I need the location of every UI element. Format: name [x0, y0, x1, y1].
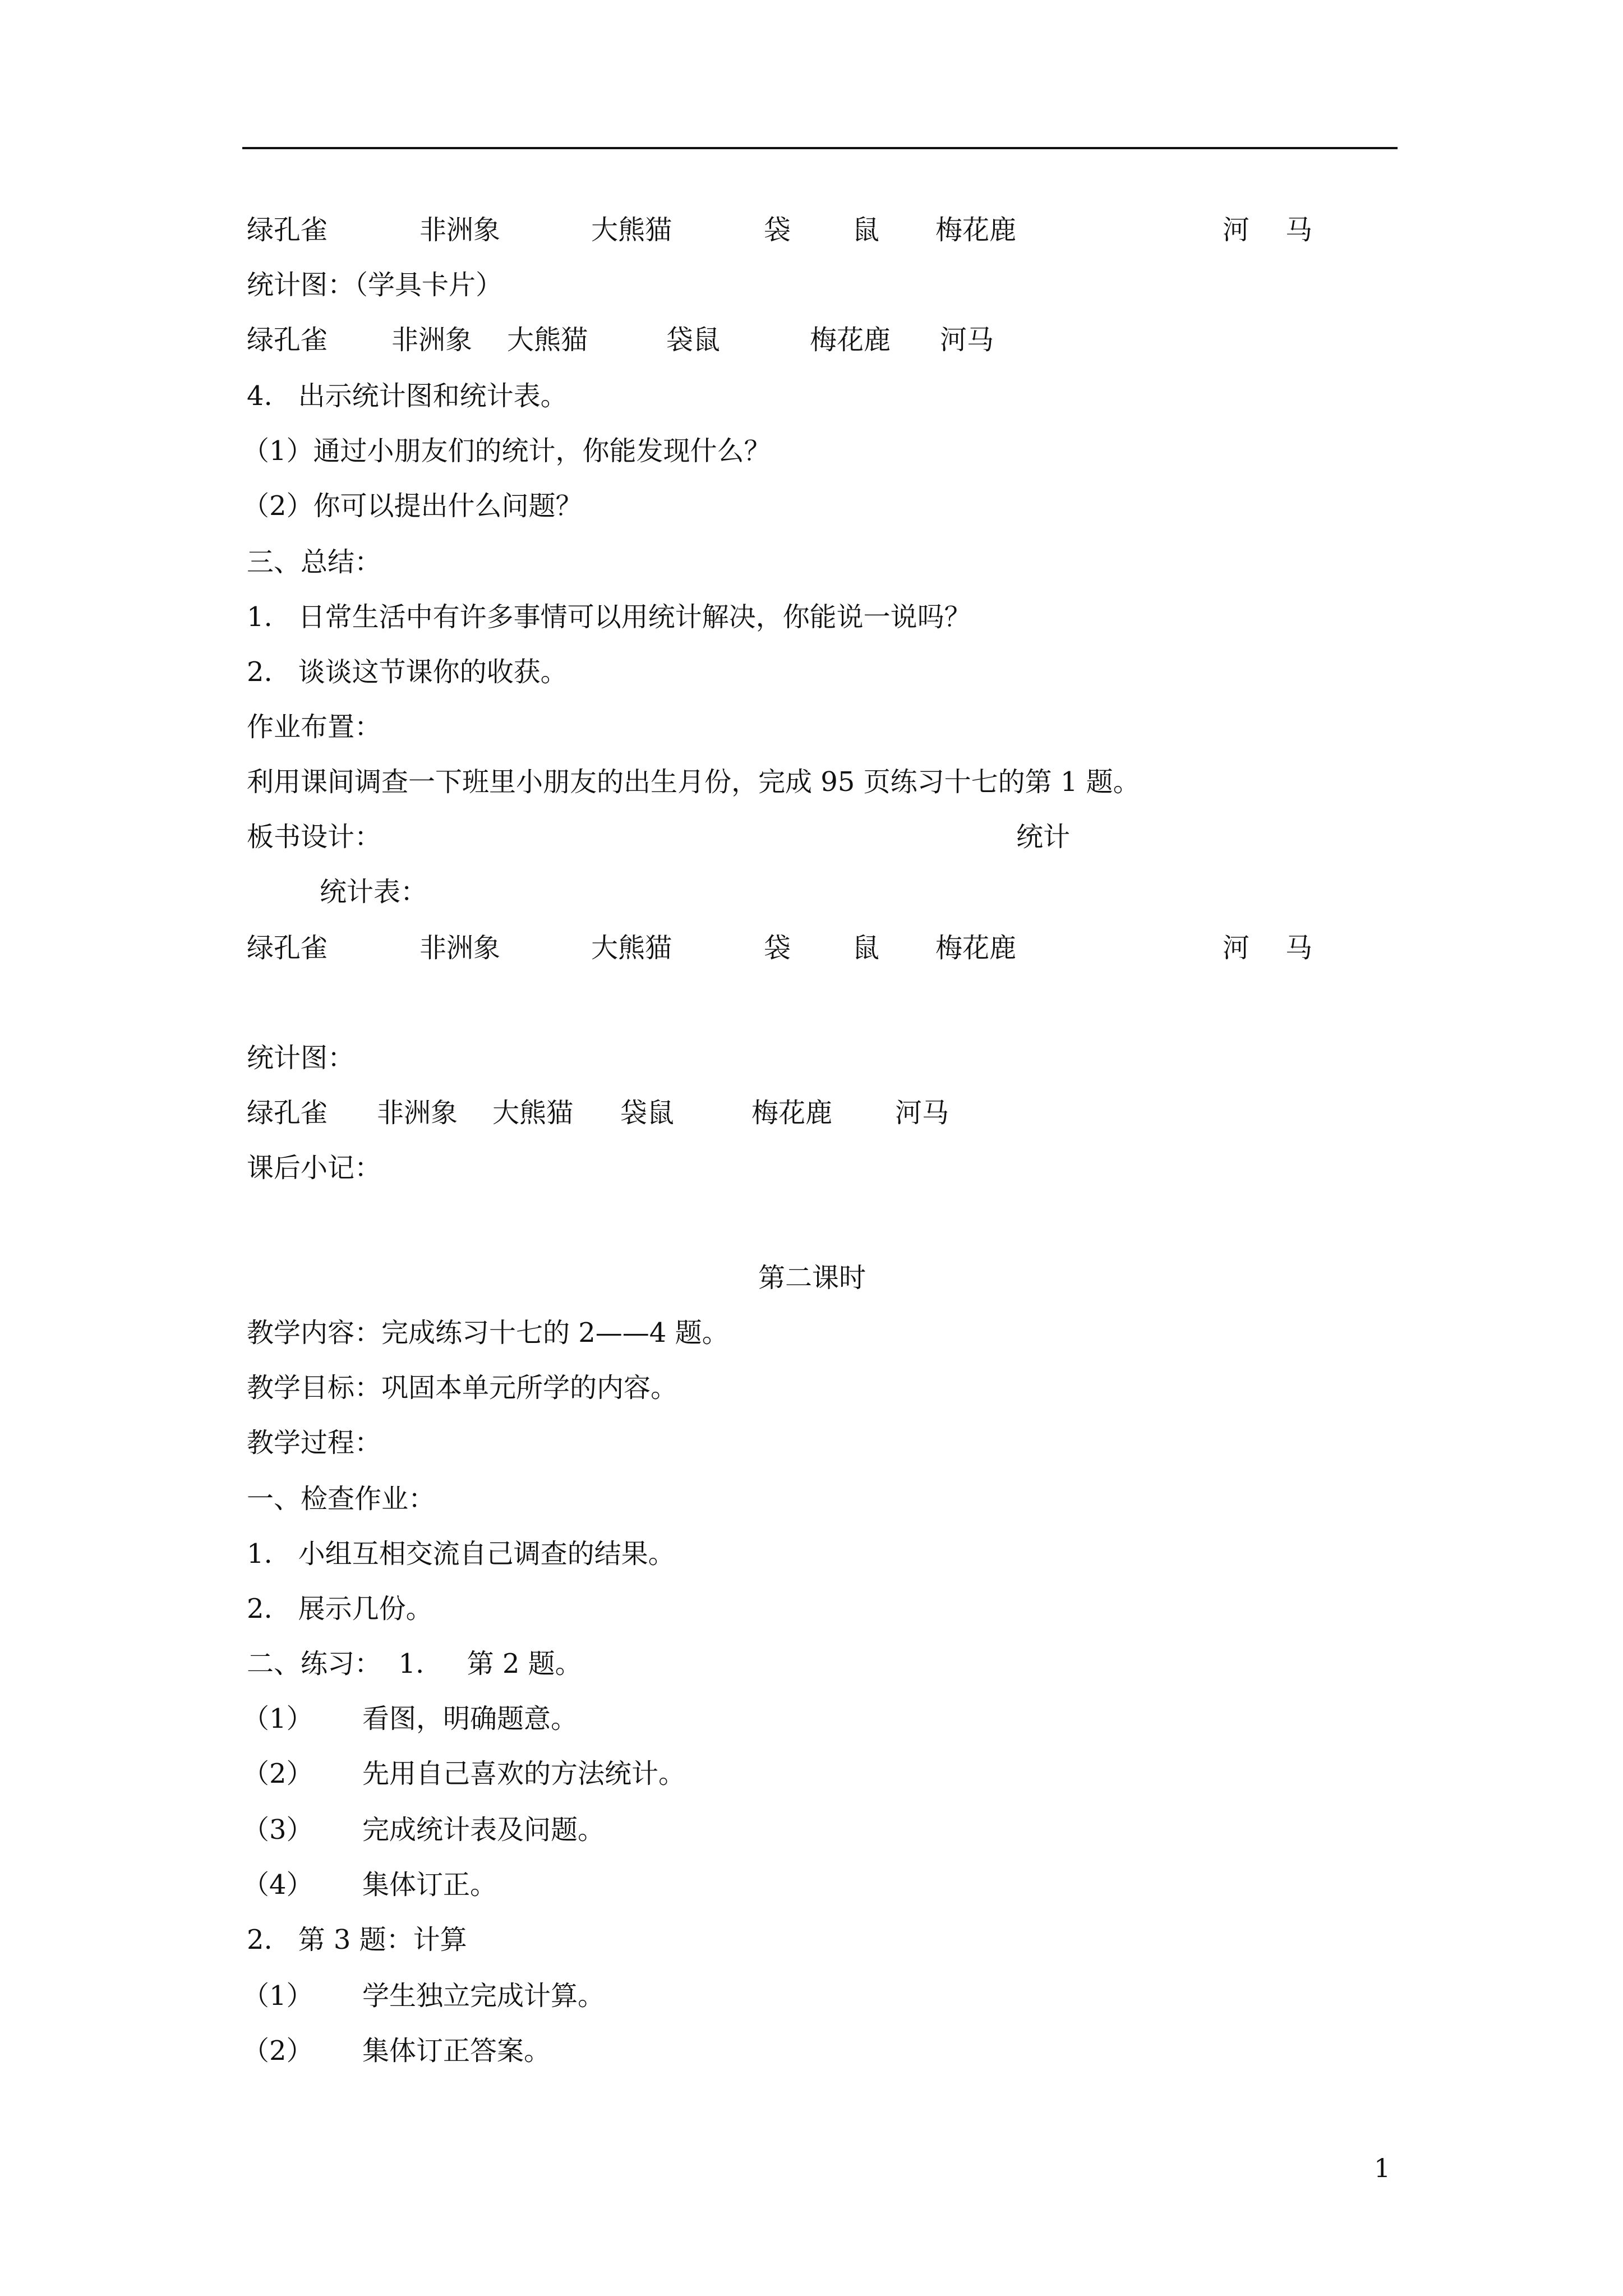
cell-kangaroo-1: 袋: [764, 214, 791, 246]
header-rule: [242, 147, 1398, 149]
step-number: （1）: [242, 1703, 313, 1734]
cell-kangaroo-1: 袋: [764, 932, 791, 964]
cell-sika-deer: 梅花鹿: [935, 932, 1017, 964]
step-text: 看图，明确题意。: [362, 1703, 578, 1734]
chart-label: 统计图：: [247, 1042, 355, 1074]
step-number: （2）: [242, 1758, 313, 1789]
cell-hippo: 河马: [895, 1097, 949, 1129]
step-text: 集体订正答案。: [362, 2035, 551, 2067]
cell-giant-panda: 大熊猫: [591, 214, 672, 246]
cell-kangaroo-2: 鼠: [852, 932, 880, 964]
summary-item1: 1. 日常生活中有许多事情可以用统计解决，你能说一说吗？: [247, 601, 971, 633]
cell-sika-deer: 梅花鹿: [751, 1097, 833, 1129]
cell-giant-panda: 大熊猫: [492, 1097, 574, 1129]
cell-sika-deer: 梅花鹿: [810, 324, 891, 356]
cell-kangaroo: 袋鼠: [666, 324, 721, 356]
page-number: 1: [1374, 2153, 1391, 2183]
cell-kangaroo: 袋鼠: [620, 1097, 675, 1129]
chart-label-cards: 统计图：（学具卡片）: [247, 269, 503, 301]
board-title: 统计: [1016, 821, 1071, 853]
lesson2-goal: 教学目标：巩固本单元所学的内容。: [247, 1372, 678, 1404]
cell-green-peacock: 绿孔雀: [247, 214, 328, 246]
step-number: （4）: [242, 1869, 313, 1901]
summary-item2: 2. 谈谈这节课你的收获。: [247, 656, 568, 688]
lesson2-process: 教学过程：: [247, 1427, 382, 1458]
cell-african-elephant: 非洲象: [377, 1097, 458, 1129]
cell-african-elephant: 非洲象: [419, 214, 501, 246]
cell-green-peacock: 绿孔雀: [247, 932, 328, 964]
step4-q2: （2）你可以提出什么问题？: [242, 490, 583, 522]
step-text: 学生独立完成计算。: [362, 1980, 605, 2012]
homework-text: 利用课间调查一下班里小朋友的出生月份，完成 95 页练习十七的第 1 题。: [247, 766, 1140, 798]
cell-african-elephant: 非洲象: [419, 932, 501, 964]
step-text: 先用自己喜欢的方法统计。: [362, 1758, 686, 1789]
step-number: （3）: [242, 1814, 313, 1846]
homework-heading: 作业布置：: [247, 711, 382, 743]
cell-giant-panda: 大熊猫: [507, 324, 588, 356]
check-item2: 2. 展示几份。: [247, 1593, 433, 1625]
notes-label: 课后小记：: [247, 1152, 382, 1184]
step-number: （1）: [242, 1980, 313, 2012]
cell-green-peacock: 绿孔雀: [247, 324, 328, 356]
cell-african-elephant: 非洲象: [391, 324, 473, 356]
step4-title: 4. 出示统计图和统计表。: [247, 380, 568, 412]
step4-q1: （1）通过小朋友们的统计，你能发现什么？: [242, 435, 771, 467]
board-design-label: 板书设计：: [247, 821, 382, 853]
lesson2-title: 第二课时: [758, 1262, 866, 1294]
practice2-heading: 2. 第 3 题：计算: [247, 1924, 467, 1955]
table-label: 统计表：: [320, 876, 428, 908]
cell-hippo: 河马: [940, 324, 994, 356]
cell-hippo-2: 马: [1285, 214, 1313, 246]
summary-heading: 三、总结：: [247, 546, 382, 578]
check-item1: 1. 小组互相交流自己调查的结果。: [247, 1538, 675, 1570]
practice-heading: 二、练习： 1. 第 2 题。: [247, 1648, 582, 1680]
cell-hippo-1: 河: [1223, 214, 1250, 246]
cell-hippo-1: 河: [1223, 932, 1250, 964]
cell-kangaroo-2: 鼠: [852, 214, 880, 246]
step-number: （2）: [242, 2035, 313, 2067]
cell-green-peacock: 绿孔雀: [247, 1097, 328, 1129]
cell-hippo-2: 马: [1285, 932, 1313, 964]
step-text: 完成统计表及问题。: [362, 1814, 605, 1846]
cell-sika-deer: 梅花鹿: [935, 214, 1017, 246]
lesson2-content: 教学内容：完成练习十七的 2——4 题。: [247, 1317, 729, 1349]
step-text: 集体订正。: [362, 1869, 497, 1901]
check-heading: 一、检查作业：: [247, 1483, 436, 1515]
cell-giant-panda: 大熊猫: [591, 932, 672, 964]
